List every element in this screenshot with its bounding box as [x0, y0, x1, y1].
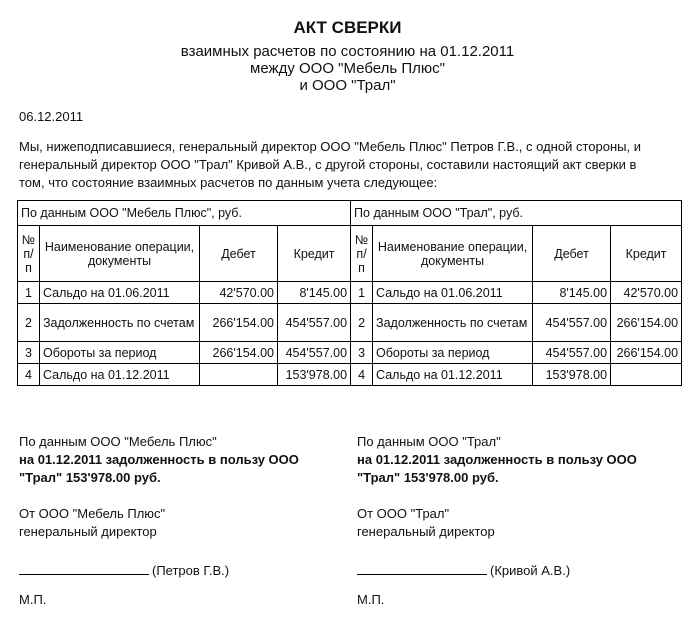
- table-row: [18, 304, 682, 342]
- row-name: Сальдо на 01.06.2011: [373, 282, 533, 304]
- right-stamp-label: М.П.: [357, 592, 385, 607]
- row-debit: 8'145.00: [533, 282, 611, 304]
- conclusion-debt-amount: "Трал" 153'978.00 руб.: [19, 470, 161, 485]
- row-debit: 454'557.00: [533, 342, 611, 364]
- document-subtitle-party2: и ООО "Трал": [299, 77, 396, 94]
- right-conclusion: [357, 433, 677, 487]
- column-header-number: № п/п: [18, 226, 40, 282]
- signatory-name: (Кривой А.В.): [490, 563, 571, 578]
- row-debit: 266'154.00: [200, 342, 278, 364]
- row-name: Сальдо на 01.12.2011: [373, 364, 533, 386]
- row-number: 1: [351, 282, 373, 304]
- row-number: 2: [18, 304, 40, 342]
- left-signatory: [19, 505, 165, 541]
- document-subtitle-period: взаимных расчетов по состоянию на 01.12.2011: [180, 43, 515, 60]
- row-number: 2: [351, 304, 373, 342]
- row-credit: 266'154.00: [611, 304, 682, 342]
- document-subtitle-party1: между ООО "Мебель Плюс": [250, 60, 445, 77]
- conclusion-debt-amount: "Трал" 153'978.00 руб.: [357, 470, 499, 485]
- signatory-name: (Петров Г.В.): [152, 563, 230, 578]
- table-row: [18, 342, 682, 364]
- right-signatory: [357, 505, 495, 541]
- conclusion-source: По данным ООО "Трал": [357, 434, 501, 449]
- row-debit: [200, 364, 278, 386]
- row-number: 3: [18, 342, 40, 364]
- row-name: Сальдо на 01.06.2011: [40, 282, 200, 304]
- left-party-header: По данным ООО "Мебель Плюс", руб.: [18, 201, 351, 226]
- conclusion-debt-line: на 01.12.2011 задолженность в пользу ООО: [19, 452, 299, 467]
- intro-line: Мы, нижеподписавшиеся, генеральный директор ООО "Мебель Плюс" Петров Г.В., с одной стороны, и: [19, 139, 641, 154]
- conclusion-source: По данным ООО "Мебель Плюс": [19, 434, 217, 449]
- row-name: Задолженность по счетам: [373, 304, 533, 342]
- column-header-name: Наименование операции, документы: [373, 226, 533, 282]
- row-number: 4: [18, 364, 40, 386]
- row-name: Задолженность по счетам: [40, 304, 200, 342]
- row-debit: 266'154.00: [200, 304, 278, 342]
- signatory-position: генеральный директор: [357, 524, 495, 539]
- row-debit: 153'978.00: [533, 364, 611, 386]
- row-credit: 8'145.00: [278, 282, 351, 304]
- row-debit: 454'557.00: [533, 304, 611, 342]
- document-date: 06.12.2011: [19, 109, 84, 124]
- column-header-debit: Дебет: [533, 226, 611, 282]
- signatory-position: генеральный директор: [19, 524, 157, 539]
- column-header-number: № п/п: [351, 226, 373, 282]
- column-header-credit: Кредит: [611, 226, 682, 282]
- column-header-credit: Кредит: [278, 226, 351, 282]
- row-number: 4: [351, 364, 373, 386]
- right-party-header: По данным ООО "Трал", руб.: [351, 201, 682, 226]
- row-credit: 454'557.00: [278, 304, 351, 342]
- row-credit: 266'154.00: [611, 342, 682, 364]
- column-header-debit: Дебет: [200, 226, 278, 282]
- row-credit: 454'557.00: [278, 342, 351, 364]
- column-header-name: Наименование операции, документы: [40, 226, 200, 282]
- row-name: Обороты за период: [40, 342, 200, 364]
- row-credit: 42'570.00: [611, 282, 682, 304]
- reconciliation-table: [17, 200, 682, 386]
- signature-blank: [19, 562, 149, 575]
- row-name: Обороты за период: [373, 342, 533, 364]
- left-stamp-label: М.П.: [19, 592, 47, 607]
- row-name: Сальдо на 01.12.2011: [40, 364, 200, 386]
- signature-blank: [357, 562, 487, 575]
- signatory-company: От ООО "Трал": [357, 506, 450, 521]
- signatory-company: От ООО "Мебель Плюс": [19, 506, 166, 521]
- intro-line: том, что состояние взаимных расчетов по данным учета следующее:: [19, 175, 438, 190]
- row-number: 3: [351, 342, 373, 364]
- left-signature-line: [19, 562, 229, 580]
- left-conclusion: [19, 433, 339, 487]
- right-signature-line: [357, 562, 570, 580]
- intro-paragraph: [19, 138, 679, 192]
- document-title: АКТ СВЕРКИ: [293, 18, 402, 37]
- row-credit: [611, 364, 682, 386]
- row-credit: 153'978.00: [278, 364, 351, 386]
- conclusion-debt-line: на 01.12.2011 задолженность в пользу ООО: [357, 452, 637, 467]
- table-row: [18, 364, 682, 386]
- table-row: [18, 282, 682, 304]
- row-number: 1: [18, 282, 40, 304]
- intro-line: генеральный директор ООО "Трал" Кривой А.В., с другой стороны, составили настоящий акт сверки в: [19, 157, 637, 172]
- row-debit: 42'570.00: [200, 282, 278, 304]
